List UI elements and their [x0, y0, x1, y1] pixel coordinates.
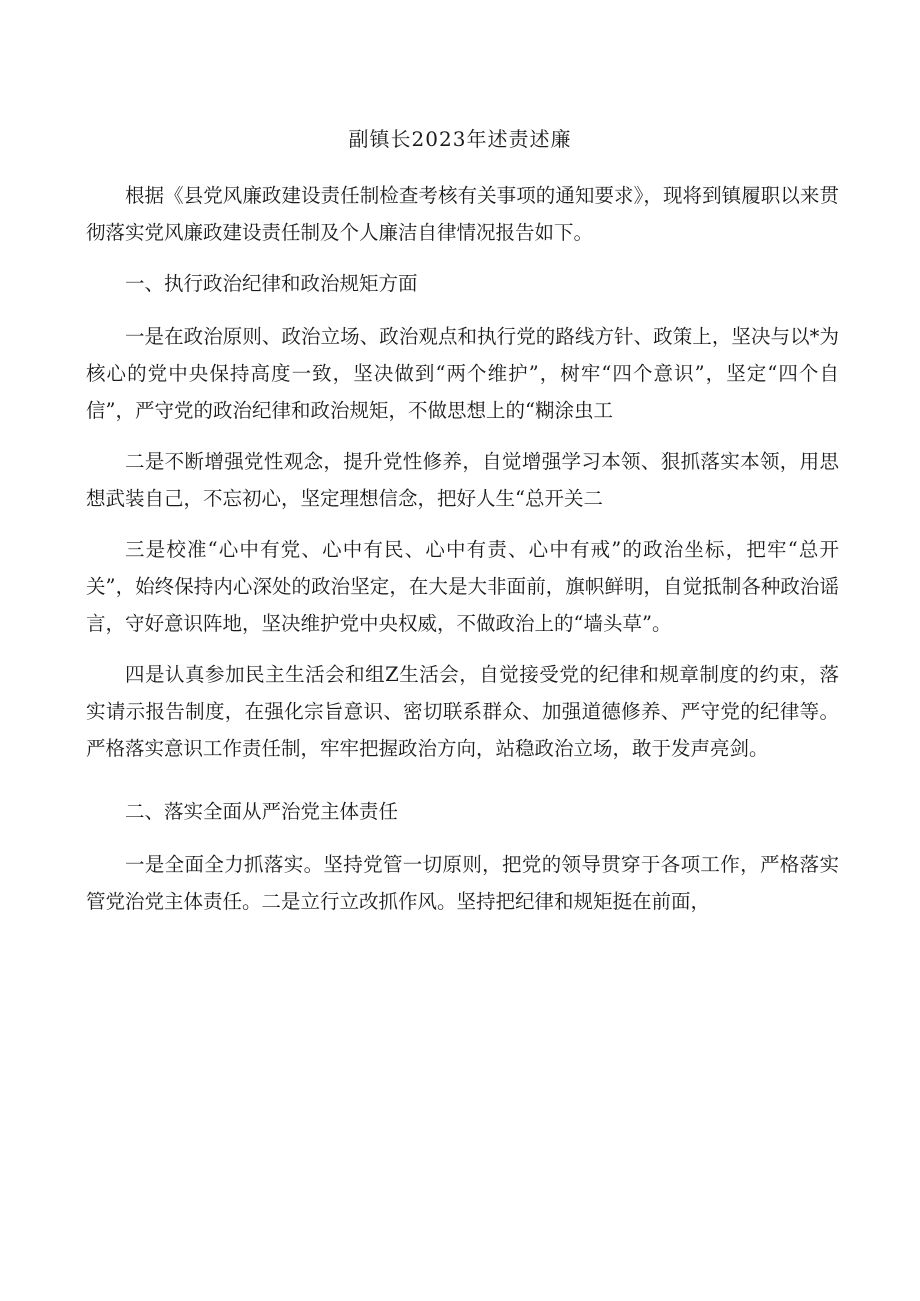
document-body [86, 177, 839, 934]
paragraph-section2-point-1: 一是全面全力抓落实。坚持党管一切原则，把党的领导贯穿于各项工作，严格落实管党治党主体责任。二是立行立改抓作风。坚持把纪律和规矩挺在前面， [86, 853, 839, 913]
paragraph-point-3: 三是校准“心中有党、心中有民、心中有责、心中有戒”的政治坐标，把牢“总开关”，始终保持内心深处的政治坚定，在大是大非面前，旗帜鲜明，自觉抵制各种政治谣言，守好意识阵地，坚决维护党中央权威，不做政治上的“墙头草”。 [86, 538, 839, 635]
paragraph-point-1: 一是在政治原则、政治立场、政治观点和执行党的路线方针、政策上，坚决与以*为核心的党中央保持高度一致，坚决做到“两个维护”，树牢“四个意识”，坚定“四个自信”，严守党的政治纪律和政治规矩，不做思想上的“糊涂虫工 [86, 325, 839, 422]
section-heading-1: 一、执行政治纪律和政治规矩方面 [125, 272, 418, 295]
section-heading-2: 二、落实全面从严治党主体责任 [125, 800, 399, 823]
document-title: 副镇长2023年述责述廉 [348, 127, 572, 151]
paragraph-intro: 根据《县党风廉政建设责任制检查考核有关事项的通知要求》，现将到镇履职以来贯彻落实党风廉政建设责任制及个人廉洁自律情况报告如下。 [86, 184, 839, 244]
paragraph-point-2: 二是不断增强党性观念，提升党性修养，自觉增强学习本领、狠抓落实本领，用思想武装自己，不忘初心，坚定理想信念，把好人生“总开关二 [86, 450, 839, 510]
paragraph-point-4: 四是认真参加民主生活会和组Z生活会，自觉接受党的纪律和规章制度的约束，落实请示报告制度，在强化宗旨意识、密切联系群众、加强道德修养、严守党的纪律等。严格落实意识工作责任制，牢牢把握政治方向，站稳政治立场，敢于发声亮剑。 [86, 663, 839, 760]
